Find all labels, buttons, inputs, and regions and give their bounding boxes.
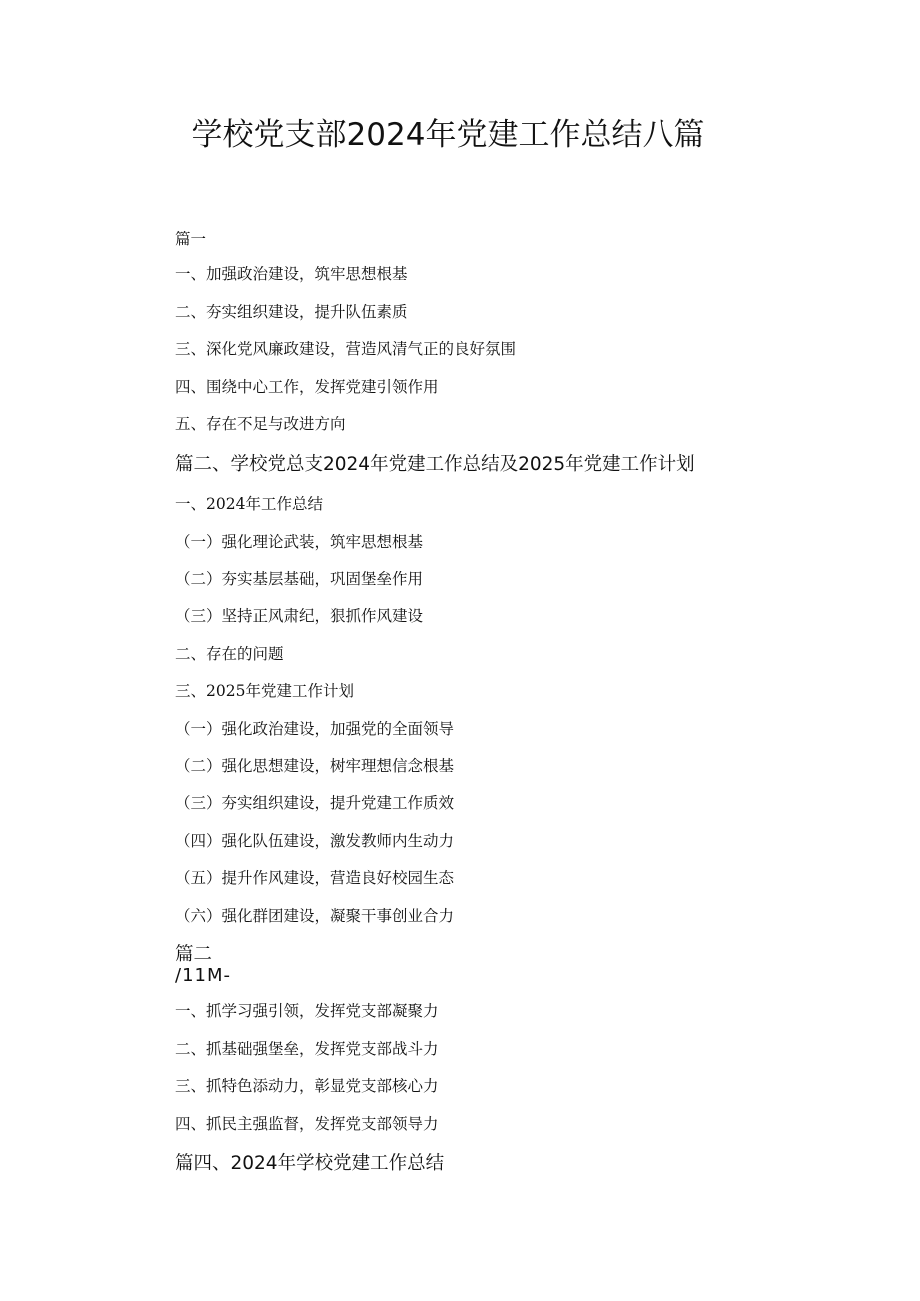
outline-subitem: （五）提升作风建设，营造良好校园生态 — [175, 869, 455, 887]
outline-item: 四、围绕中心工作，发挥党建引领作用 — [175, 378, 439, 396]
outline-subitem: （二）强化思想建设，树牢理想信念根基 — [175, 757, 455, 775]
section-heading: 篇一 — [175, 230, 207, 248]
document-title: 学校党支部2024年党建工作总结八篇 — [191, 117, 705, 153]
outline-subitem: （一）强化理论武装，筑牢思想根基 — [175, 533, 424, 551]
outline-item: 二、夯实组织建设，提升队伍素质 — [175, 303, 408, 321]
section-heading: 篇二 — [175, 944, 213, 965]
section-heading: 篇四、2024年学校党建工作总结 — [175, 1153, 445, 1174]
outline-subitem: （二）夯实基层基础，巩固堡垒作用 — [175, 570, 424, 588]
outline-subitem: （三）夯实组织建设，提升党建工作质效 — [175, 794, 455, 812]
outline-item: 一、2024年工作总结 — [175, 495, 323, 513]
outline-subitem: （六）强化群团建设，凝聚干事创业合力 — [175, 907, 455, 925]
outline-subitem: （四）强化队伍建设，激发教师内生动力 — [175, 832, 455, 850]
outline-item: 四、抓民主强监督，发挥党支部领导力 — [175, 1115, 439, 1133]
outline-item: 二、存在的问题 — [175, 645, 284, 663]
outline-subitem: （三）坚持正风肃纪，狠抓作风建设 — [175, 607, 424, 625]
outline-item: 一、抓学习强引领，发挥党支部凝聚力 — [175, 1002, 439, 1020]
outline-item: 五、存在不足与改进方向 — [175, 415, 346, 433]
outline-item: 三、2025年党建工作计划 — [175, 682, 354, 700]
outline-item: 一、加强政治建设，筑牢思想根基 — [175, 265, 408, 283]
outline-item: 三、抓特色添动力，彰显党支部核心力 — [175, 1077, 439, 1095]
garbled-heading: /11M- — [175, 965, 231, 986]
section-heading: 篇二、学校党总支2024年党建工作总结及2025年党建工作计划 — [175, 454, 695, 475]
outline-item: 三、深化党风廉政建设，营造风清气正的良好氛围 — [175, 340, 517, 358]
outline-item: 二、抓基础强堡垒，发挥党支部战斗力 — [175, 1040, 439, 1058]
outline-subitem: （一）强化政治建设，加强党的全面领导 — [175, 720, 455, 738]
